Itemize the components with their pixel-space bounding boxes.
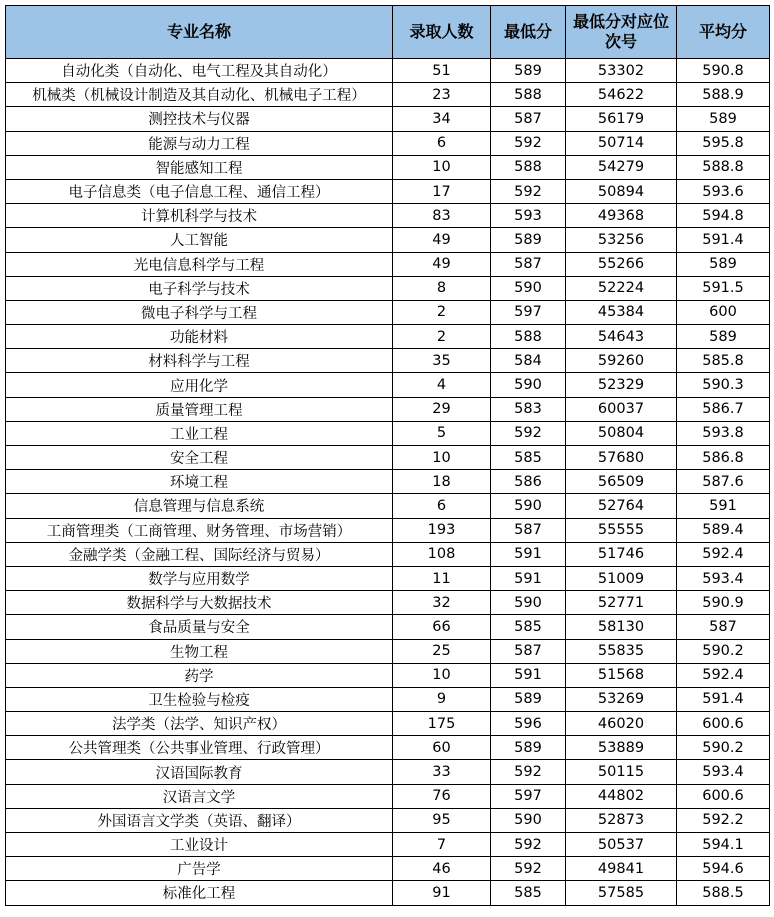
cell-min-score-rank: 45384 bbox=[566, 300, 677, 324]
table-row bbox=[6, 349, 770, 373]
cell-min-score-rank: 52771 bbox=[566, 591, 677, 615]
cell-min-score-rank: 57680 bbox=[566, 446, 677, 470]
cell-average-score: 594.8 bbox=[677, 204, 770, 228]
cell-min-score: 588 bbox=[491, 155, 566, 179]
cell-min-score: 587 bbox=[491, 252, 566, 276]
cell-min-score-rank: 50714 bbox=[566, 131, 677, 155]
cell-major-name: 能源与动力工程 bbox=[6, 131, 393, 155]
cell-average-score: 593.4 bbox=[677, 566, 770, 590]
cell-min-score-rank: 56509 bbox=[566, 470, 677, 494]
cell-min-score: 596 bbox=[491, 712, 566, 736]
cell-min-score-rank: 49841 bbox=[566, 857, 677, 881]
cell-min-score-rank: 52873 bbox=[566, 808, 677, 832]
table-row bbox=[6, 615, 770, 639]
cell-average-score: 589 bbox=[677, 107, 770, 131]
cell-average-score: 588.9 bbox=[677, 83, 770, 107]
cell-min-score: 589 bbox=[491, 736, 566, 760]
cell-average-score: 587 bbox=[677, 615, 770, 639]
cell-average-score: 585.8 bbox=[677, 349, 770, 373]
table-row bbox=[6, 542, 770, 566]
cell-min-score: 589 bbox=[491, 228, 566, 252]
table-row bbox=[6, 566, 770, 590]
cell-min-score: 591 bbox=[491, 663, 566, 687]
cell-min-score-rank: 58130 bbox=[566, 615, 677, 639]
cell-major-name: 机械类（机械设计制造及其自动化、机械电子工程） bbox=[6, 83, 393, 107]
cell-major-name: 安全工程 bbox=[6, 446, 393, 470]
cell-major-name: 质量管理工程 bbox=[6, 397, 393, 421]
cell-min-score: 589 bbox=[491, 59, 566, 83]
table-row bbox=[6, 784, 770, 808]
cell-min-score: 590 bbox=[491, 373, 566, 397]
cell-major-name: 生物工程 bbox=[6, 639, 393, 663]
table-row bbox=[6, 131, 770, 155]
cell-min-score-rank: 52224 bbox=[566, 276, 677, 300]
table-row bbox=[6, 421, 770, 445]
cell-major-name: 智能感知工程 bbox=[6, 155, 393, 179]
cell-min-score-rank: 53889 bbox=[566, 736, 677, 760]
cell-average-score: 591.4 bbox=[677, 687, 770, 711]
cell-admitted-count: 4 bbox=[393, 373, 491, 397]
cell-average-score: 592.2 bbox=[677, 808, 770, 832]
cell-major-name: 卫生检验与检疫 bbox=[6, 687, 393, 711]
cell-min-score: 597 bbox=[491, 300, 566, 324]
table-header bbox=[6, 6, 770, 59]
cell-major-name: 数据科学与大数据技术 bbox=[6, 591, 393, 615]
cell-min-score-rank: 54622 bbox=[566, 83, 677, 107]
cell-average-score: 586.7 bbox=[677, 397, 770, 421]
cell-average-score: 600.6 bbox=[677, 712, 770, 736]
table-row bbox=[6, 736, 770, 760]
cell-admitted-count: 60 bbox=[393, 736, 491, 760]
cell-major-name: 计算机科学与技术 bbox=[6, 204, 393, 228]
cell-admitted-count: 6 bbox=[393, 494, 491, 518]
table-row bbox=[6, 276, 770, 300]
cell-major-name: 应用化学 bbox=[6, 373, 393, 397]
cell-major-name: 工业设计 bbox=[6, 833, 393, 857]
cell-admitted-count: 9 bbox=[393, 687, 491, 711]
cell-average-score: 594.6 bbox=[677, 857, 770, 881]
table-body bbox=[6, 59, 770, 906]
cell-average-score: 589 bbox=[677, 325, 770, 349]
table-row bbox=[6, 446, 770, 470]
cell-average-score: 595.8 bbox=[677, 131, 770, 155]
cell-average-score: 590.2 bbox=[677, 639, 770, 663]
cell-admitted-count: 18 bbox=[393, 470, 491, 494]
cell-min-score: 593 bbox=[491, 204, 566, 228]
cell-min-score-rank: 60037 bbox=[566, 397, 677, 421]
cell-major-name: 公共管理类（公共事业管理、行政管理） bbox=[6, 736, 393, 760]
cell-major-name: 工业工程 bbox=[6, 421, 393, 445]
cell-major-name: 数学与应用数学 bbox=[6, 566, 393, 590]
admission-score-table bbox=[5, 5, 770, 906]
cell-admitted-count: 25 bbox=[393, 639, 491, 663]
cell-min-score: 587 bbox=[491, 518, 566, 542]
cell-admitted-count: 33 bbox=[393, 760, 491, 784]
cell-major-name: 法学类（法学、知识产权） bbox=[6, 712, 393, 736]
table-row bbox=[6, 228, 770, 252]
cell-min-score: 586 bbox=[491, 470, 566, 494]
cell-major-name: 汉语言文学 bbox=[6, 784, 393, 808]
cell-min-score: 592 bbox=[491, 857, 566, 881]
table-row bbox=[6, 494, 770, 518]
table-row bbox=[6, 373, 770, 397]
cell-major-name: 光电信息科学与工程 bbox=[6, 252, 393, 276]
table-row bbox=[6, 687, 770, 711]
table-row bbox=[6, 518, 770, 542]
cell-major-name: 汉语国际教育 bbox=[6, 760, 393, 784]
cell-major-name: 工商管理类（工商管理、财务管理、市场营销） bbox=[6, 518, 393, 542]
cell-admitted-count: 193 bbox=[393, 518, 491, 542]
cell-admitted-count: 34 bbox=[393, 107, 491, 131]
cell-min-score-rank: 55835 bbox=[566, 639, 677, 663]
cell-major-name: 标准化工程 bbox=[6, 881, 393, 905]
cell-average-score: 591.5 bbox=[677, 276, 770, 300]
cell-admitted-count: 91 bbox=[393, 881, 491, 905]
table-row bbox=[6, 397, 770, 421]
cell-admitted-count: 10 bbox=[393, 663, 491, 687]
table-row bbox=[6, 808, 770, 832]
cell-average-score: 590.9 bbox=[677, 591, 770, 615]
cell-admitted-count: 32 bbox=[393, 591, 491, 615]
cell-admitted-count: 46 bbox=[393, 857, 491, 881]
cell-average-score: 593.6 bbox=[677, 179, 770, 203]
cell-admitted-count: 51 bbox=[393, 59, 491, 83]
cell-min-score-rank: 52764 bbox=[566, 494, 677, 518]
cell-min-score: 592 bbox=[491, 760, 566, 784]
cell-admitted-count: 17 bbox=[393, 179, 491, 203]
header-min-score-rank: 最低分对应位次号 bbox=[566, 6, 677, 59]
cell-major-name: 微电子科学与工程 bbox=[6, 300, 393, 324]
cell-major-name: 自动化类（自动化、电气工程及其自动化） bbox=[6, 59, 393, 83]
cell-min-score: 588 bbox=[491, 325, 566, 349]
cell-min-score-rank: 50804 bbox=[566, 421, 677, 445]
table-row bbox=[6, 639, 770, 663]
table-row bbox=[6, 325, 770, 349]
cell-major-name: 药学 bbox=[6, 663, 393, 687]
cell-average-score: 591.4 bbox=[677, 228, 770, 252]
cell-min-score-rank: 51746 bbox=[566, 542, 677, 566]
cell-major-name: 信息管理与信息系统 bbox=[6, 494, 393, 518]
cell-min-score-rank: 51568 bbox=[566, 663, 677, 687]
cell-admitted-count: 6 bbox=[393, 131, 491, 155]
table-row bbox=[6, 252, 770, 276]
cell-min-score: 590 bbox=[491, 276, 566, 300]
cell-min-score-rank: 54643 bbox=[566, 325, 677, 349]
cell-min-score: 587 bbox=[491, 107, 566, 131]
table-row bbox=[6, 591, 770, 615]
cell-min-score: 585 bbox=[491, 615, 566, 639]
table-row bbox=[6, 470, 770, 494]
cell-admitted-count: 35 bbox=[393, 349, 491, 373]
cell-average-score: 593.4 bbox=[677, 760, 770, 784]
cell-min-score-rank: 59260 bbox=[566, 349, 677, 373]
cell-admitted-count: 76 bbox=[393, 784, 491, 808]
table-row bbox=[6, 107, 770, 131]
cell-average-score: 586.8 bbox=[677, 446, 770, 470]
cell-min-score: 592 bbox=[491, 833, 566, 857]
cell-min-score: 591 bbox=[491, 566, 566, 590]
cell-min-score: 590 bbox=[491, 494, 566, 518]
cell-admitted-count: 95 bbox=[393, 808, 491, 832]
cell-admitted-count: 7 bbox=[393, 833, 491, 857]
cell-admitted-count: 2 bbox=[393, 300, 491, 324]
cell-admitted-count: 10 bbox=[393, 155, 491, 179]
cell-average-score: 590.2 bbox=[677, 736, 770, 760]
table-row bbox=[6, 881, 770, 905]
cell-average-score: 590.3 bbox=[677, 373, 770, 397]
cell-min-score: 590 bbox=[491, 808, 566, 832]
cell-min-score: 591 bbox=[491, 542, 566, 566]
cell-major-name: 测控技术与仪器 bbox=[6, 107, 393, 131]
cell-min-score: 588 bbox=[491, 83, 566, 107]
cell-major-name: 广告学 bbox=[6, 857, 393, 881]
cell-min-score: 592 bbox=[491, 421, 566, 445]
cell-average-score: 600 bbox=[677, 300, 770, 324]
cell-average-score: 600.6 bbox=[677, 784, 770, 808]
table-row bbox=[6, 857, 770, 881]
cell-min-score-rank: 50894 bbox=[566, 179, 677, 203]
admission-table-container bbox=[5, 5, 769, 906]
table-row bbox=[6, 663, 770, 687]
cell-admitted-count: 66 bbox=[393, 615, 491, 639]
cell-admitted-count: 29 bbox=[393, 397, 491, 421]
cell-admitted-count: 8 bbox=[393, 276, 491, 300]
table-row bbox=[6, 59, 770, 83]
cell-admitted-count: 23 bbox=[393, 83, 491, 107]
cell-min-score-rank: 50537 bbox=[566, 833, 677, 857]
cell-major-name: 电子科学与技术 bbox=[6, 276, 393, 300]
cell-min-score-rank: 50115 bbox=[566, 760, 677, 784]
table-row bbox=[6, 179, 770, 203]
cell-admitted-count: 175 bbox=[393, 712, 491, 736]
cell-min-score: 592 bbox=[491, 131, 566, 155]
cell-average-score: 593.8 bbox=[677, 421, 770, 445]
cell-min-score-rank: 51009 bbox=[566, 566, 677, 590]
table-row bbox=[6, 833, 770, 857]
cell-admitted-count: 49 bbox=[393, 252, 491, 276]
cell-min-score: 590 bbox=[491, 591, 566, 615]
table-row bbox=[6, 83, 770, 107]
header-average-score: 平均分 bbox=[677, 6, 770, 59]
cell-average-score: 588.8 bbox=[677, 155, 770, 179]
cell-average-score: 594.1 bbox=[677, 833, 770, 857]
cell-min-score-rank: 53302 bbox=[566, 59, 677, 83]
cell-major-name: 材料科学与工程 bbox=[6, 349, 393, 373]
cell-major-name: 功能材料 bbox=[6, 325, 393, 349]
cell-min-score-rank: 44802 bbox=[566, 784, 677, 808]
cell-min-score: 585 bbox=[491, 881, 566, 905]
cell-min-score: 583 bbox=[491, 397, 566, 421]
cell-min-score: 584 bbox=[491, 349, 566, 373]
table-row bbox=[6, 155, 770, 179]
cell-min-score-rank: 55266 bbox=[566, 252, 677, 276]
cell-major-name: 人工智能 bbox=[6, 228, 393, 252]
cell-average-score: 592.4 bbox=[677, 542, 770, 566]
table-row bbox=[6, 204, 770, 228]
cell-admitted-count: 2 bbox=[393, 325, 491, 349]
cell-min-score: 589 bbox=[491, 687, 566, 711]
cell-average-score: 590.8 bbox=[677, 59, 770, 83]
cell-average-score: 589 bbox=[677, 252, 770, 276]
cell-min-score: 585 bbox=[491, 446, 566, 470]
cell-average-score: 591 bbox=[677, 494, 770, 518]
cell-admitted-count: 5 bbox=[393, 421, 491, 445]
cell-major-name: 环境工程 bbox=[6, 470, 393, 494]
header-min-score: 最低分 bbox=[491, 6, 566, 59]
cell-major-name: 电子信息类（电子信息工程、通信工程） bbox=[6, 179, 393, 203]
cell-major-name: 食品质量与安全 bbox=[6, 615, 393, 639]
table-row bbox=[6, 300, 770, 324]
cell-min-score-rank: 57585 bbox=[566, 881, 677, 905]
cell-admitted-count: 83 bbox=[393, 204, 491, 228]
cell-min-score-rank: 54279 bbox=[566, 155, 677, 179]
header-major-name: 专业名称 bbox=[6, 6, 393, 59]
table-row bbox=[6, 760, 770, 784]
table-row bbox=[6, 712, 770, 736]
cell-min-score-rank: 55555 bbox=[566, 518, 677, 542]
cell-average-score: 587.6 bbox=[677, 470, 770, 494]
cell-min-score: 592 bbox=[491, 179, 566, 203]
cell-admitted-count: 49 bbox=[393, 228, 491, 252]
cell-average-score: 592.4 bbox=[677, 663, 770, 687]
cell-major-name: 金融学类（金融工程、国际经济与贸易） bbox=[6, 542, 393, 566]
cell-min-score-rank: 53269 bbox=[566, 687, 677, 711]
cell-min-score: 597 bbox=[491, 784, 566, 808]
cell-major-name: 外国语言文学类（英语、翻译） bbox=[6, 808, 393, 832]
cell-min-score: 587 bbox=[491, 639, 566, 663]
cell-admitted-count: 108 bbox=[393, 542, 491, 566]
cell-min-score-rank: 52329 bbox=[566, 373, 677, 397]
cell-average-score: 589.4 bbox=[677, 518, 770, 542]
cell-admitted-count: 11 bbox=[393, 566, 491, 590]
cell-min-score-rank: 56179 bbox=[566, 107, 677, 131]
header-admitted-count: 录取人数 bbox=[393, 6, 491, 59]
cell-admitted-count: 10 bbox=[393, 446, 491, 470]
cell-average-score: 588.5 bbox=[677, 881, 770, 905]
cell-min-score-rank: 49368 bbox=[566, 204, 677, 228]
cell-min-score-rank: 46020 bbox=[566, 712, 677, 736]
header-row bbox=[6, 6, 770, 59]
cell-min-score-rank: 53256 bbox=[566, 228, 677, 252]
